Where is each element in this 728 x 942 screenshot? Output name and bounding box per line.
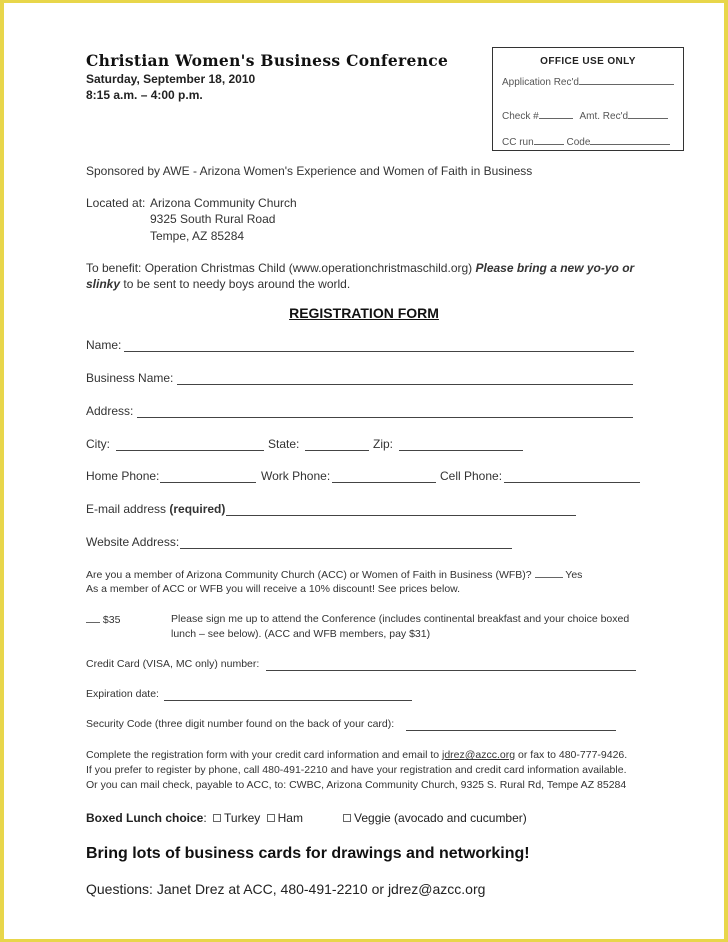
code-label: Code [566,137,591,148]
price-description-2: lunch – see below). (ACC and WFB members, pay $31) [171,628,431,640]
location-line-1: Arizona Community Church [150,196,297,210]
security-code-field[interactable] [406,730,616,731]
conference-title: Christian Women's Business Conference [86,51,449,70]
cell-phone-field[interactable] [504,482,640,483]
home-phone-label: Home Phone: [86,469,160,483]
membership-discount: As a member of ACC or WFB you will receive a 10% discount! See prices below. [86,583,461,595]
benefit-purpose: to be sent to needy boys around the world. [123,277,351,291]
questions-contact: Questions: Janet Drez at ACC, 480-491-2210 or jdrez@azcc.org [86,881,486,897]
name-field[interactable] [124,351,634,352]
price-amount: $35 [102,614,121,626]
name-label: Name: [86,338,122,352]
registration-email-link[interactable]: jdrez@azcc.org [442,749,516,761]
boxed-lunch-row [86,811,303,825]
business-name-field[interactable] [177,384,633,385]
conference-time: 8:15 a.m. – 4:00 p.m. [86,88,203,102]
business-name-label: Business Name: [86,371,174,385]
address-label: Address: [86,404,134,418]
veggie-label: Veggie (avocado and cucumber) [354,811,527,825]
registration-form-title: REGISTRATION FORM [289,305,439,321]
zip-field[interactable] [399,450,523,451]
membership-yes-field[interactable] [535,568,563,578]
turkey-checkbox[interactable] [213,814,221,822]
credit-card-label: Credit Card (VISA, MC only) number: [86,658,260,670]
business-cards-note: Bring lots of business cards for drawings and networking! [86,845,530,862]
check-number-field[interactable] [539,108,573,119]
ham-checkbox[interactable] [267,814,275,822]
price-checkmark-field[interactable] [86,613,100,623]
cc-run-field[interactable] [534,134,564,145]
state-label: State: [268,437,300,451]
price-option [86,613,120,626]
email-field[interactable] [226,515,576,516]
email-label-text: E-mail address [86,502,167,516]
conference-date: Saturday, September 18, 2010 [86,72,256,86]
cell-phone-label: Cell Phone: [440,469,503,483]
credit-card-field[interactable] [266,670,636,671]
home-phone-field[interactable] [160,482,256,483]
boxed-lunch-label: Boxed Lunch choice [86,811,204,825]
membership-question-text: Are you a member of Arizona Community Church (ACC) or Women of Faith in Business (WFB)? [86,569,532,581]
city-label: City: [86,437,110,451]
instructions-text: Complete the registration form with your credit card information and email to [86,749,440,761]
state-field[interactable] [305,450,369,451]
email-required-note: (required) [169,502,226,516]
website-field[interactable] [180,548,512,549]
expiration-label: Expiration date: [86,688,159,700]
check-number-label: Check # [502,111,539,122]
registration-form-page [4,3,724,939]
amount-received-field[interactable] [628,108,668,119]
instructions-fax: or fax to 480-777-9426. [518,749,628,761]
office-use-heading: OFFICE USE ONLY [540,56,636,67]
turkey-label: Turkey [224,811,261,825]
membership-question [86,568,582,581]
code-field[interactable] [590,134,670,145]
website-label: Website Address: [86,535,180,549]
membership-yes-label: Yes [565,569,583,581]
instructions-line-1 [86,749,627,761]
application-received-field[interactable] [579,74,674,85]
amount-received-label: Amt. Rec'd [579,111,629,122]
office-use-box [492,47,684,151]
benefit-request: Please bring a new yo-yo or [475,261,635,275]
veggie-checkbox[interactable] [343,814,351,822]
sponsor-line: Sponsored by AWE - Arizona Women's Experience and Women of Faith in Business [86,164,533,178]
location-label: Located at: [86,196,146,210]
work-phone-label: Work Phone: [261,469,331,483]
price-description-1: Please sign me up to attend the Conference (includes continental breakfast and your choice boxed [171,613,630,625]
email-label [86,502,225,516]
cc-run-label: CC run [502,137,534,148]
boxed-lunch-colon: : [203,811,207,825]
ham-label: Ham [277,811,303,825]
location-line-2: 9325 South Rural Road [150,212,276,226]
benefit-line-2 [86,277,350,291]
veggie-option [340,811,527,825]
instructions-line-2: If you prefer to register by phone, call 480-491-2210 and have your registration and credit card information available. [86,764,627,776]
benefit-text: To benefit: Operation Christmas Child (www.operationchristmaschild.org) [86,261,473,275]
instructions-line-3: Or you can mail check, payable to ACC, to: CWBC, Arizona Community Church, 9325 S. Rural Rd, Tempe AZ 85284 [86,779,627,791]
work-phone-field[interactable] [332,482,436,483]
city-field[interactable] [116,450,264,451]
expiration-field[interactable] [164,700,412,701]
zip-label: Zip: [373,437,394,451]
security-code-label: Security Code (three digit number found on the back of your card): [86,718,395,730]
benefit-line-1 [86,261,634,275]
application-received-label: Application Rec'd [502,77,579,88]
location-line-3: Tempe, AZ 85284 [150,229,245,243]
address-field[interactable] [137,417,633,418]
benefit-request-item: slinky [86,277,121,291]
